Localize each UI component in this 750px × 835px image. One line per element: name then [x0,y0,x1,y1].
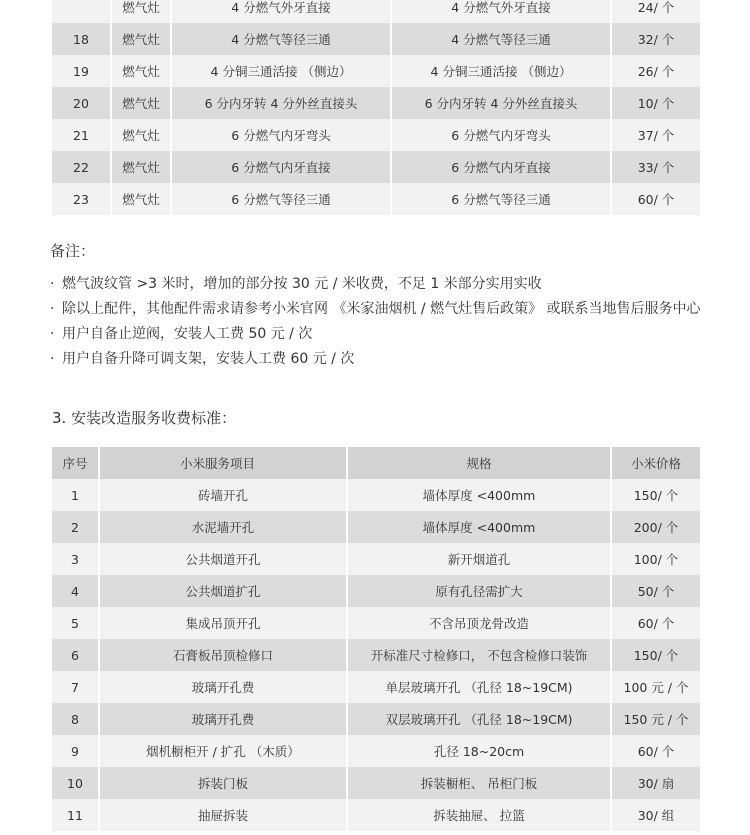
row-number: 18 [52,23,112,55]
row-item: 公共烟道扩孔 [100,575,348,607]
bullet-icon: · [50,301,55,317]
table-row [52,23,700,55]
row-number: 9 [52,735,100,767]
row-spec: 不含吊顶龙骨改造 [348,607,612,639]
note-text: 除以上配件，其他配件需求请参考小米官网 《米家油烟机 / 燃气灶售后政策》 或联系当地售后服务中心 [62,301,701,317]
row-item: 拆装门板 [100,767,348,799]
row-number: 6 [52,639,100,671]
row-number: 4 [52,575,100,607]
table-row [52,735,700,767]
row-number: 10 [52,767,100,799]
row-spec: 双层玻璃开孔 （孔径 18~19CM) [348,703,612,735]
row-category: 燃气灶 [112,23,172,55]
row-spec: 6 分燃气等径三通 [392,183,612,215]
row-spec: 6 分燃气内牙弯头 [392,119,612,151]
section-title: 3. 安装改造服务收费标准： [52,409,237,427]
row-spec: 4 分燃气外牙直接 [392,0,612,23]
row-item: 公共烟道开孔 [100,543,348,575]
row-item: 玻璃开孔费 [100,703,348,735]
row-item: 玻璃开孔费 [100,671,348,703]
row-item: 石膏板吊顶检修口 [100,639,348,671]
header-item: 小米服务项目 [100,447,348,479]
row-price: 150/ 个 [612,479,700,511]
row-item: 砖墙开孔 [100,479,348,511]
table-row [52,511,700,543]
row-spec: 拆装抽屉、 拉篮 [348,799,612,831]
row-spec: 6 分燃气内牙直接 [392,151,612,183]
row-spec: 单层玻璃开孔 （孔径 18~19CM) [348,671,612,703]
row-price: 150/ 个 [612,639,700,671]
row-number: 8 [52,703,100,735]
row-category: 燃气灶 [112,55,172,87]
note-text: 用户自备止逆阀，安装人工费 50 元 / 次 [62,326,313,342]
table-row [52,119,700,151]
table-row [52,183,700,215]
row-price: 24/ 个 [612,0,700,23]
row-spec: 原有孔径需扩大 [348,575,612,607]
table-row [52,607,700,639]
table-row [52,87,700,119]
row-spec: 墙体厚度 <400mm [348,511,612,543]
table-row [52,0,700,23]
row-spec: 新开烟道孔 [348,543,612,575]
row-category: 燃气灶 [112,183,172,215]
table-row [52,767,700,799]
row-spec: 孔径 18~20cm [348,735,612,767]
row-item: 4 分燃气外牙直接 [172,0,392,23]
table-row [52,703,700,735]
row-price: 30/ 扇 [612,767,700,799]
table-row [52,639,700,671]
row-number: 3 [52,543,100,575]
note-text: 用户自备升降可调支架，安装人工费 60 元 / 次 [62,351,355,367]
row-item: 6 分燃气等径三通 [172,183,392,215]
table-row [52,671,700,703]
row-number: 20 [52,87,112,119]
table-header-row [52,447,700,479]
row-item: 6 分内牙转 4 分外丝直接头 [172,87,392,119]
row-number: 21 [52,119,112,151]
note-item [50,297,740,322]
row-price: 100/ 个 [612,543,700,575]
bullet-icon: · [50,276,55,292]
row-spec: 开标准尺寸检修口， 不包含检修口装饰 [348,639,612,671]
table-row [52,479,700,511]
row-item: 4 分燃气等径三通 [172,23,392,55]
row-number: 1 [52,479,100,511]
row-number [52,0,112,23]
parts-price-table [52,0,700,215]
row-spec: 6 分内牙转 4 分外丝直接头 [392,87,612,119]
row-price: 100 元 / 个 [612,671,700,703]
row-spec: 4 分燃气等径三通 [392,23,612,55]
notes-section [50,240,740,372]
row-category: 燃气灶 [112,0,172,23]
row-price: 32/ 个 [612,23,700,55]
row-price: 26/ 个 [612,55,700,87]
header-no: 序号 [52,447,100,479]
row-price: 60/ 个 [612,607,700,639]
service-price-table [52,447,700,831]
table-row [52,151,700,183]
row-price: 60/ 个 [612,735,700,767]
row-item: 集成吊顶开孔 [100,607,348,639]
table-row [52,799,700,831]
note-item [50,322,740,347]
note-item [50,347,740,372]
note-text: 燃气波纹管 >3 米时，增加的部分按 30 元 / 米收费，不足 1 米部分实用实收 [62,276,542,292]
row-item: 6 分燃气内牙弯头 [172,119,392,151]
row-price: 10/ 个 [612,87,700,119]
row-price: 37/ 个 [612,119,700,151]
row-category: 燃气灶 [112,87,172,119]
row-price: 60/ 个 [612,183,700,215]
row-price: 200/ 个 [612,511,700,543]
row-price: 30/ 组 [612,799,700,831]
header-spec: 规格 [348,447,612,479]
row-price: 33/ 个 [612,151,700,183]
bullet-icon: · [50,326,55,342]
header-price: 小米价格 [612,447,700,479]
row-category: 燃气灶 [112,151,172,183]
bullet-icon: · [50,351,55,367]
row-number: 22 [52,151,112,183]
row-number: 7 [52,671,100,703]
row-item: 水泥墙开孔 [100,511,348,543]
table-row [52,575,700,607]
row-price: 150 元 / 个 [612,703,700,735]
row-item: 抽屉拆装 [100,799,348,831]
row-number: 2 [52,511,100,543]
row-item: 6 分燃气内牙直接 [172,151,392,183]
row-spec: 拆装橱柜、 吊柜门板 [348,767,612,799]
row-number: 19 [52,55,112,87]
row-item: 烟机橱柜开 / 扩孔 （木质） [100,735,348,767]
row-number: 5 [52,607,100,639]
row-item: 4 分铜三通活接 （侧边） [172,55,392,87]
row-spec: 墙体厚度 <400mm [348,479,612,511]
row-spec: 4 分铜三通活接 （侧边） [392,55,612,87]
table-row [52,55,700,87]
note-item [50,272,740,297]
row-number: 23 [52,183,112,215]
row-price: 50/ 个 [612,575,700,607]
row-number: 11 [52,799,100,831]
table-row [52,543,700,575]
notes-title: 备注： [50,242,96,260]
row-category: 燃气灶 [112,119,172,151]
